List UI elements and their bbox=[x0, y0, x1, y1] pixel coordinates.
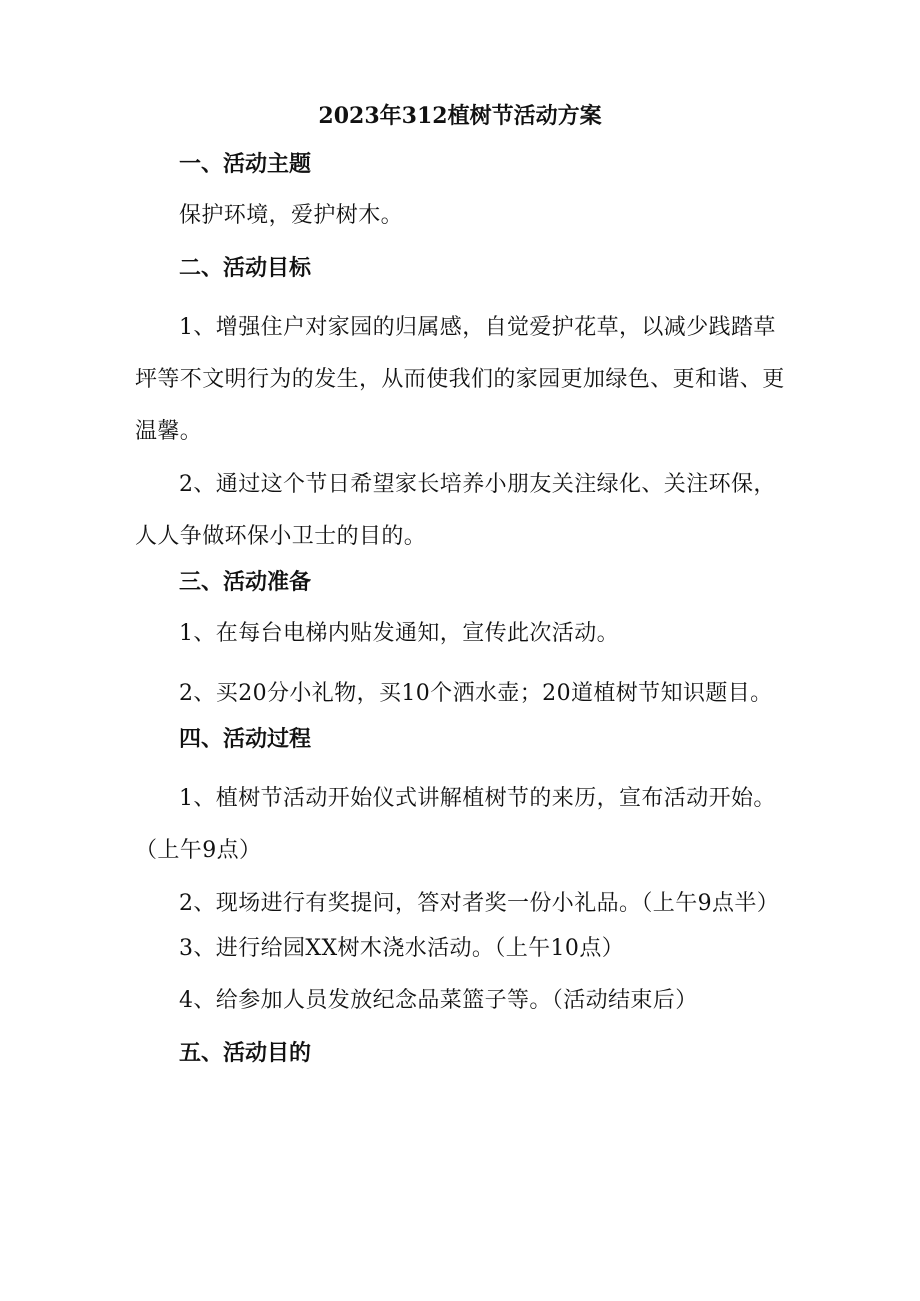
section-heading-preparation: 三、活动准备 bbox=[179, 569, 312, 595]
paragraph-goal-2: 2、通过这个节日希望家长培养小朋友关注绿化、关注环保，人人争做环保小卫士的目的。 bbox=[135, 472, 776, 549]
paragraph-theme: 保护环境，爱护树木。 bbox=[179, 203, 404, 228]
paragraph-process-3: 3、进行给园XX树木浇水活动。（上午10点） bbox=[179, 936, 625, 961]
section-heading-goals: 二、活动目标 bbox=[179, 255, 312, 281]
section-heading-process: 四、活动过程 bbox=[179, 726, 312, 752]
paragraph-process-4: 4、给参加人员发放纪念品菜篮子等。（活动结束后） bbox=[179, 988, 698, 1013]
section-heading-theme: 一、活动主题 bbox=[179, 151, 312, 177]
paragraph-preparation-2: 2、买20分小礼物，买10个洒水壶；20道植树节知识题目。 bbox=[179, 681, 773, 706]
section-heading-purpose: 五、活动目的 bbox=[179, 1040, 312, 1066]
paragraph-process-2: 2、现场进行有奖提问，答对者奖一份小礼品。（上午9点半） bbox=[179, 891, 780, 916]
paragraph-process-1: 1、植树节活动开始仪式讲解植树节的来历，宣布活动开始。（上午9点） bbox=[135, 786, 776, 863]
paragraph-goal-1: 1、增强住户对家园的归属感，自觉爱护花草，以减少践踏草坪等不文明行为的发生，从而使我们的家园更加绿色、更和谐、更温馨。 bbox=[135, 315, 785, 444]
document-title: 2023年312植树节活动方案 bbox=[318, 103, 602, 129]
paragraph-preparation-1: 1、在每台电梯内贴发通知，宣传此次活动。 bbox=[179, 621, 619, 646]
document-body bbox=[135, 146, 787, 1087]
